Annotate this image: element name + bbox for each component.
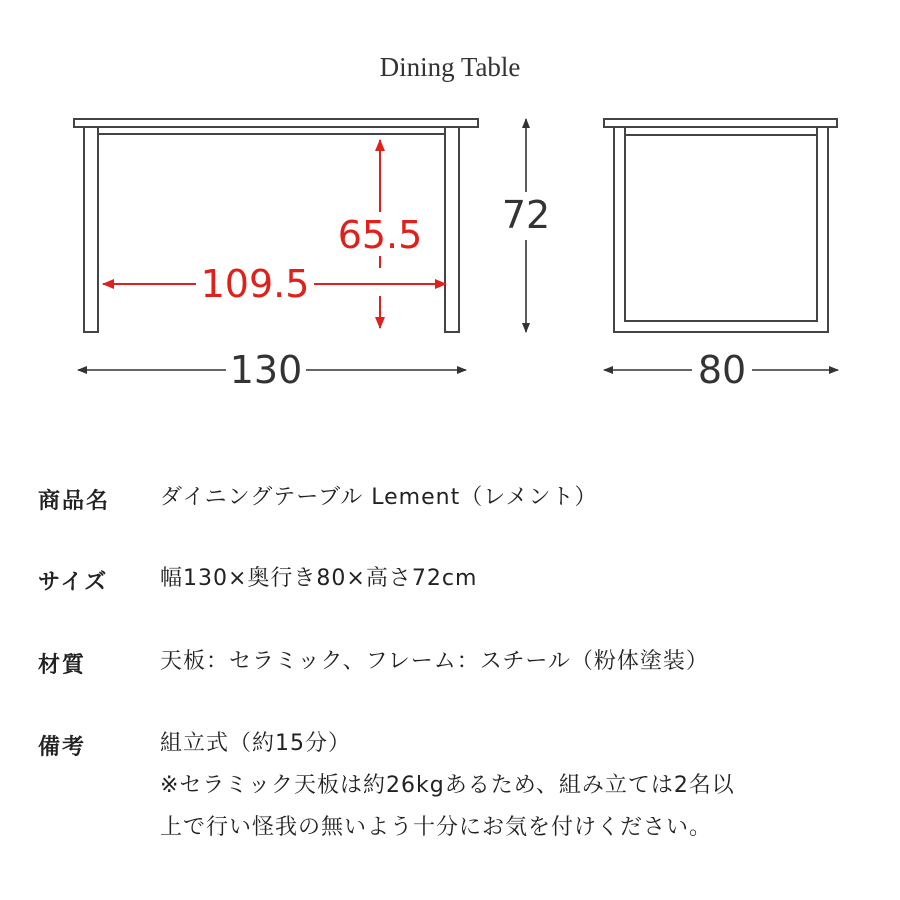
depth-dimension	[604, 348, 838, 392]
spec-value-line: ※セラミック天板は約26kgあるため、組み立ては2名以	[160, 773, 735, 798]
spec-label: 商品名	[38, 489, 111, 514]
width-label: 130	[229, 348, 303, 392]
depth-label: 80	[697, 348, 747, 392]
dimension-diagram	[0, 0, 900, 430]
inner-height-label: 65.5	[337, 213, 423, 257]
side-view	[604, 119, 837, 332]
inner-width-label: 109.5	[200, 262, 310, 306]
side-frame-outer	[614, 127, 828, 332]
spec-value-line: 組立式（約15分）	[160, 731, 351, 756]
spec-value	[160, 648, 709, 690]
front-right-leg	[445, 127, 459, 332]
inner-dimensions	[103, 140, 446, 328]
spec-label: 材質	[38, 653, 87, 678]
spec-value	[160, 484, 598, 526]
spec-value-line: 上で行い怪我の無いよう十分にお気を付けください。	[160, 815, 713, 840]
width-dimension	[78, 348, 466, 392]
spec-value-line: ダイニングテーブル Lement（レメント）	[160, 485, 598, 510]
spec-value-line: 天板：セラミック、フレーム：スチール（粉体塗装）	[160, 649, 709, 674]
spec-label: 備考	[38, 735, 87, 760]
spec-value	[160, 565, 477, 607]
height-dimension	[502, 119, 550, 332]
diagram-title: Dining Table	[379, 52, 521, 82]
height-label: 72	[501, 193, 551, 237]
side-frame-inner	[625, 127, 817, 321]
spec-value	[160, 730, 735, 856]
spec-label: サイズ	[38, 570, 109, 595]
front-tabletop	[74, 119, 478, 127]
spec-value-line: 幅130×奥行き80×高さ72cm	[160, 566, 478, 591]
front-left-leg	[84, 127, 98, 332]
side-tabletop	[604, 119, 837, 127]
